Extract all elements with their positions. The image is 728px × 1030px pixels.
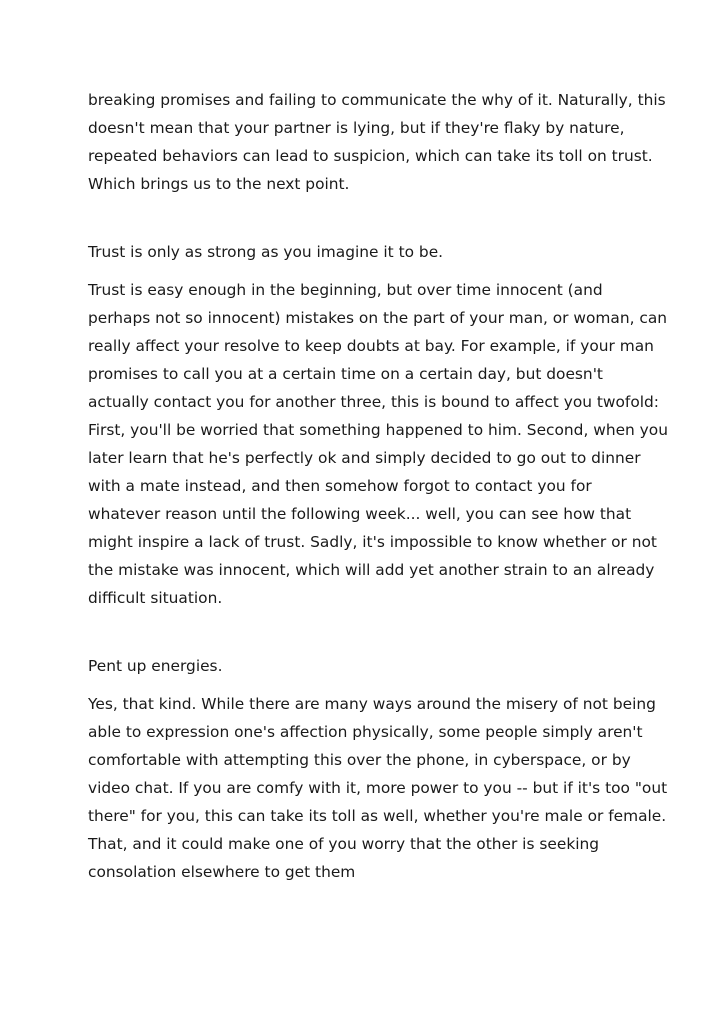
paragraph-energies: Yes, that kind. While there are many ways around the misery of not being able to expression one's affection physically, some people simply aren't comfortable with attempting this over the phone, in cyberspace, or by video chat. If you are comfy with it, more power to you -- but if it's too "out there" for you, this can take its toll as well, whether you're male or female. That, and it could make one of you worry that the other is seeking consolation elsewhere to get them [88, 695, 668, 881]
section-heading-energies: Pent up energies. [88, 657, 223, 675]
paragraph-intro: breaking promises and failing to communicate the why of it. Naturally, this doesn't mean that your partner is lying, but if they're flaky by nature, repeated behaviors can lead to suspicion, which can take its toll on trust. Which brings us to the next point. [88, 91, 666, 193]
document-body [88, 86, 668, 886]
paragraph-trust: Trust is easy enough in the beginning, but over time innocent (and perhaps not so innocent) mistakes on the part of your man, or woman, can really affect your resolve to keep doubts at bay. For example, if your man promises to call you at a certain time on a certain day, but doesn't actually contact you for another three, this is bound to affect you twofold: First, you'll be worried that something happened to him. Second, when you later learn that he's perfectly ok and simply decided to go out to dinner with a mate instead, and then somehow forgot to contact you for whatever reason until the following week... well, you can see how that might inspire a lack of trust. Sadly, it's impossible to know whether or not the mistake was innocent, which will add yet another strain to an already difficult situation. [88, 281, 668, 607]
section-heading-trust: Trust is only as strong as you imagine it to be. [88, 243, 444, 261]
